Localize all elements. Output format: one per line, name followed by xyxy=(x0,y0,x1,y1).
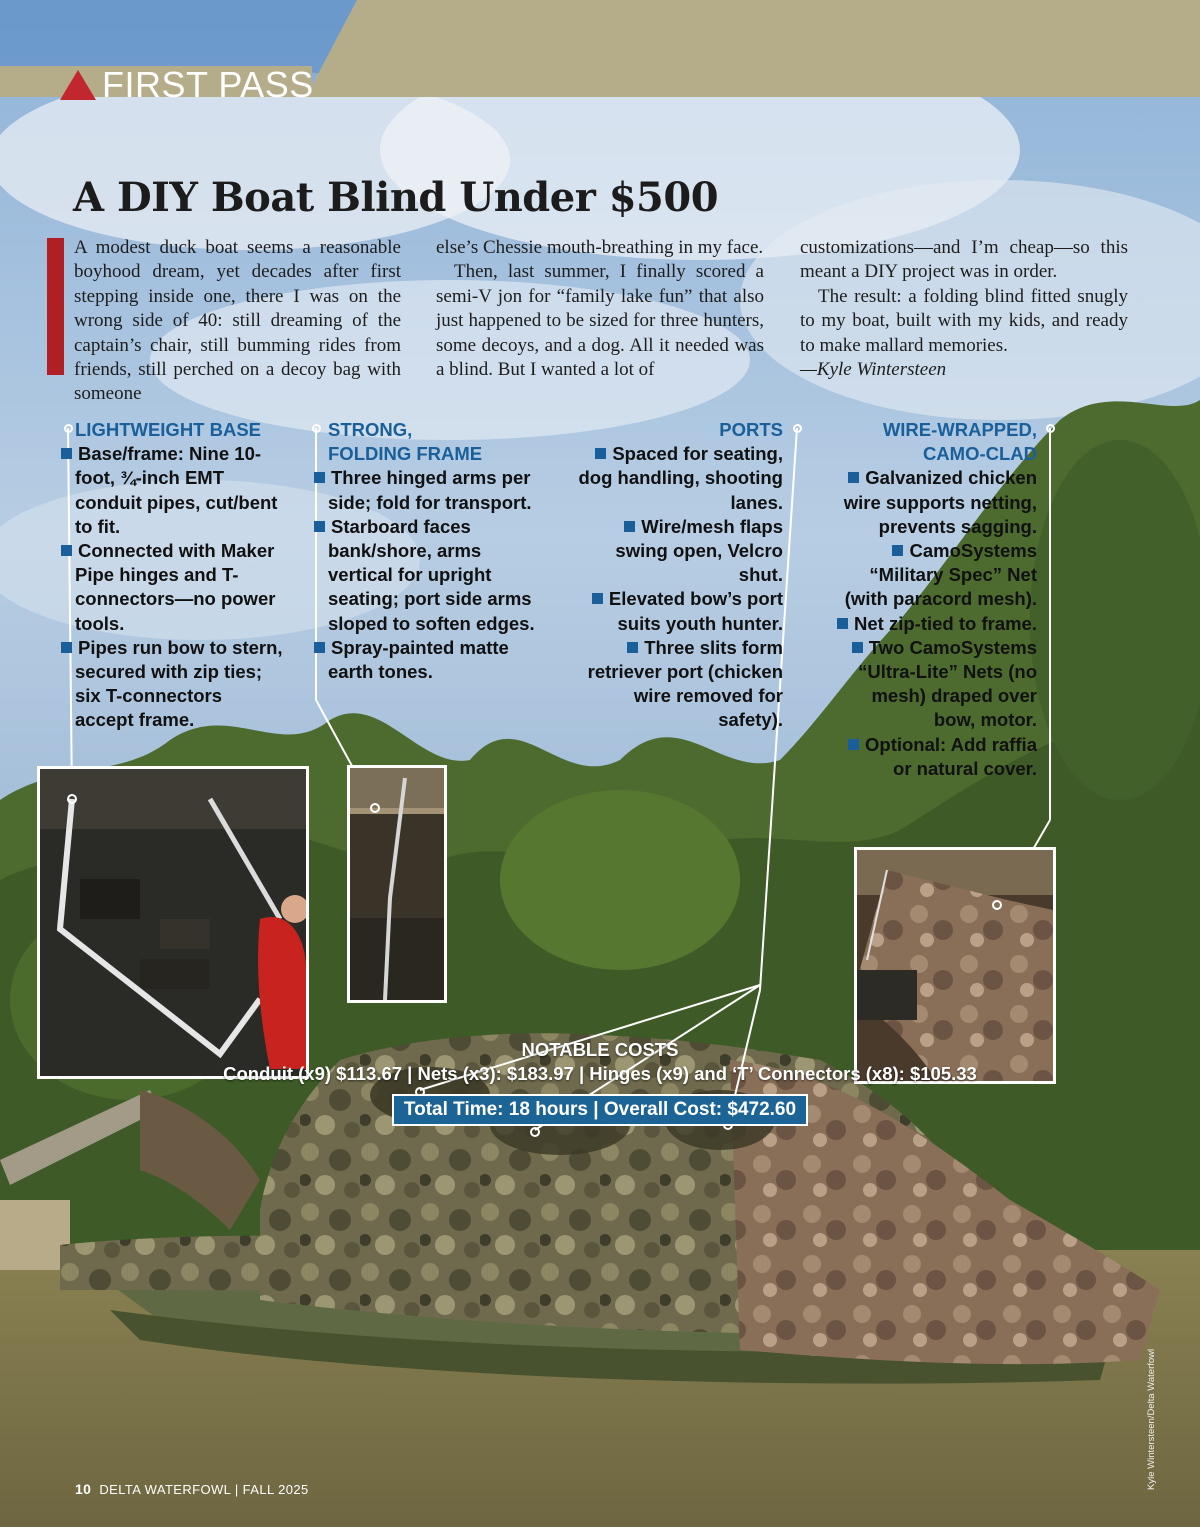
callout-heading: WIRE-WRAPPED, xyxy=(882,419,1037,440)
inset-photo-hinge xyxy=(347,765,447,1003)
intro-paragraph: else’s Chessie mouth-breathing in my face. xyxy=(436,237,764,258)
callout-heading: PORTS xyxy=(719,419,783,440)
bullet-square-icon xyxy=(314,521,325,532)
inset-photo-frame-base xyxy=(37,766,309,1079)
costs-line: Conduit (x9) $113.67 | Nets (x3): $183.97 | Hinges (x9) and ‘T’ Connectors (x8): $105.33 xyxy=(223,1063,977,1084)
section-label xyxy=(60,64,314,106)
bullet-square-icon xyxy=(848,739,859,750)
callout-ports xyxy=(568,418,783,733)
article-headline: A DIY Boat Blind Under $500 xyxy=(73,174,719,221)
bullet-square-icon xyxy=(595,448,606,459)
callout-item: Net zip-tied to frame. xyxy=(826,612,1037,636)
page-footer xyxy=(75,1481,309,1497)
callout-wire-camo xyxy=(826,418,1037,781)
callout-item: Wire/mesh flaps swing open, Velcro shut. xyxy=(615,515,783,586)
photo-credit: Kyle Wintersteen/Delta Waterfowl xyxy=(1146,1348,1157,1490)
bullet-square-icon xyxy=(314,642,325,653)
callout-item: Three hinged arms per side; fold for transport. xyxy=(314,466,536,514)
bullet-square-icon xyxy=(892,545,903,556)
workshop-photo xyxy=(40,769,306,1076)
intro-paragraph: Then, last summer, I finally scored a semi-V jon for “family lake fun” that also just happened to be sized for three hunters, some decoys, and a dog. All it needed was a blind. But I wanted a lot of xyxy=(436,261,764,381)
costs-title: NOTABLE COSTS xyxy=(521,1039,679,1060)
callout-item: CamoSystems “Military Spec” Net (with paracord mesh). xyxy=(844,540,1037,610)
callout-heading: FOLDING FRAME xyxy=(328,443,483,465)
bullet-square-icon xyxy=(61,642,72,653)
callout-item: Spaced for seating, dog handling, shooting lanes. xyxy=(578,443,783,513)
callout-item: Spray-painted matte earth tones. xyxy=(314,636,536,684)
bullet-square-icon xyxy=(627,642,638,653)
bullet-square-icon xyxy=(314,472,325,483)
intro-paragraph: The result: a folding blind fitted snugly to my boat, built with my kids, and ready to make mallard memories. xyxy=(800,285,1128,356)
callout-heading: CAMO-CLAD xyxy=(922,443,1037,465)
bullet-square-icon xyxy=(61,448,72,459)
triangle-icon xyxy=(60,70,96,100)
callout-item: Pipes run bow to stern, secured with zip ties; six T-connectors accept frame. xyxy=(61,636,283,733)
callout-folding-frame xyxy=(314,418,536,684)
bullet-square-icon xyxy=(837,618,848,629)
notable-costs xyxy=(0,1038,1200,1126)
page-number: 10 xyxy=(75,1481,92,1497)
pointer-dot-icon xyxy=(1046,424,1055,433)
callout-item: Base/frame: Nine 10-foot, ¾-inch EMT conduit pipes, cut/bent to fit. xyxy=(61,442,283,539)
bullet-square-icon xyxy=(848,472,859,483)
callout-item: Two CamoSystems “Ultra-Lite” Nets (no mesh) draped over bow, motor. xyxy=(826,636,1037,733)
callout-item: Starboard faces bank/shore, arms vertical for upright seating; port side arms sloped to soften edges. xyxy=(314,515,536,636)
callout-heading: LIGHTWEIGHT BASE xyxy=(75,419,262,440)
bullet-square-icon xyxy=(61,545,72,556)
bullet-square-icon xyxy=(852,642,863,653)
pointer-dot-icon xyxy=(64,424,73,433)
intro-paragraph: customizations—and I’m cheap—so this meant a DIY project was in order. xyxy=(800,237,1128,283)
intro-column-2 xyxy=(436,236,764,382)
callout-item: Three slits form retriever port (chicken wire removed for safety). xyxy=(587,636,783,731)
callout-item: Optional: Add raffia or natural cover. xyxy=(826,733,1037,781)
publication-info: DELTA WATERFOWL | FALL 2025 xyxy=(99,1482,309,1497)
section-title: FIRST PASS xyxy=(102,64,314,105)
pointer-dot-icon xyxy=(793,424,802,433)
callout-lightweight-base xyxy=(61,418,283,733)
callout-item: Galvanized chicken wire supports netting, prevents sagging. xyxy=(843,467,1037,537)
hinge-photo xyxy=(350,768,444,1000)
callout-item: Connected with Maker Pipe hinges and T-connectors—no power tools. xyxy=(61,539,283,636)
pointer-dot-icon xyxy=(312,424,321,433)
callout-item: Elevated bow’s port suits youth hunter. xyxy=(568,587,783,635)
byline: —Kyle Wintersteen xyxy=(800,359,947,381)
intro-paragraph: A modest duck boat seems a reasonable boyhood dream, yet decades after first stepping inside one, there I was on the wrong side of 40: still dreaming of the captain’s chair, still bumming rides from friends, still perched on a decoy bag with someone xyxy=(74,237,401,405)
total-cost-box: Total Time: 18 hours | Overall Cost: $472.60 xyxy=(392,1094,808,1126)
intro-column-1 xyxy=(74,236,401,407)
intro-accent-bar xyxy=(47,238,64,375)
bullet-square-icon xyxy=(624,521,635,532)
bullet-square-icon xyxy=(592,593,603,604)
intro-column-3 xyxy=(800,236,1128,382)
callout-heading: STRONG, xyxy=(328,419,413,440)
